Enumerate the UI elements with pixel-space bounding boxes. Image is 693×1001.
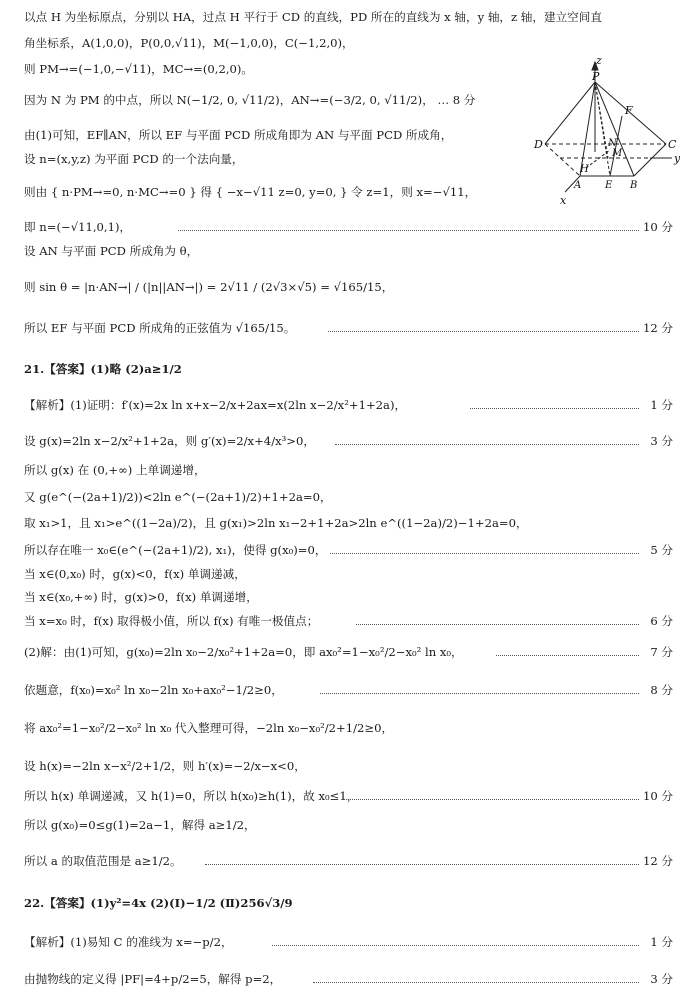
score-mark: 7 分 [650,645,673,659]
score-leader [356,624,639,625]
text-line: 由(1)可知，EF∥AN，所以 EF 与平面 PCD 所成角即为 AN 与平面 PCD 所成角， [24,128,453,142]
text-line: 22.【答案】(1)y²=4x (2)(Ⅰ)−1/2 (Ⅱ)256√3/9 [24,896,293,910]
score-leader [335,444,639,445]
text-line: 则 PM→=(−1,0,−√11)，MC→=(0,2,0)。 [24,62,254,76]
score-leader [342,799,639,800]
point-label-N: N [608,138,617,149]
text-line: 又 g(e^(−(2a+1)/2))<2ln e^(−(2a+1)/2)+1+2a=0， [24,490,332,504]
text-line: 所以 a 的取值范围是 a≥1/2。 [24,854,182,868]
text-line: 设 h(x)=−2ln x−x²/2+1/2，则 h′(x)=−2/x−x<0， [24,759,306,773]
score-mark: 1 分 [650,935,673,949]
text-line: 所以 g(x) 在 (0,+∞) 上单调递增， [24,463,206,477]
score-leader [496,655,639,656]
text-line: 由抛物线的定义得 |PF|=4+p/2=5，解得 p=2， [24,972,282,986]
text-line: 【解析】(1)易知 C 的准线为 x=−p/2， [24,935,233,949]
text-line: 21.【答案】(1)略 (2)a≥1/2 [24,362,182,376]
score-leader [205,864,639,865]
vertex-label-P: P [592,70,600,83]
text-line: 设 n=(x,y,z) 为平面 PCD 的一个法向量， [24,152,244,166]
score-mark: 1 分 [650,398,673,412]
text-line: 以点 H 为坐标原点，分别以 HA，过点 H 平行于 CD 的直线，PD 所在的直线为 x 轴，y 轴，z 轴，建立空间直 [24,10,602,24]
text-line: 角坐标系，A(1,0,0)，P(0,0,√11)，M(−1,0,0)，C(−1,2,0)， [24,36,354,50]
score-leader [313,982,639,983]
score-leader [328,331,639,332]
text-line: 【解析】(1)证明：f′(x)=2x ln x+x−2/x+2ax=x(2ln x−2/x²+1+2a)， [24,398,407,412]
text-line: 当 x∈(0,x₀) 时，g(x)<0，f(x) 单调递减， [24,567,246,581]
score-leader [178,230,639,231]
axis-label-x: x [560,194,567,207]
axis-label-z: z [596,54,602,67]
text-line: 依题意，f(x₀)=x₀² ln x₀−2ln x₀+ax₀²−1/2≥0， [24,683,283,697]
score-leader [470,408,639,409]
score-mark: 10 分 [642,220,673,234]
point-label-H: H [580,164,589,175]
text-line: 则由 { n·PM→=0, n·MC→=0 } 得 { −x−√11 z=0, y=0, } 令 z=1，则 x=−√11， [24,185,477,199]
score-mark: 10 分 [642,789,673,803]
score-mark: 6 分 [650,614,673,628]
point-label-E: E [605,180,613,191]
text-line: 所以存在唯一 x₀∈(e^(−(2a+1)/2), x₁)，使得 g(x₀)=0， [24,543,327,557]
vertex-label-D: D [534,138,543,151]
vertex-label-B: B [630,180,638,191]
score-mark: 12 分 [642,854,673,868]
text-line: 设 AN 与平面 PCD 所成角为 θ， [24,244,199,258]
vertex-label-A: A [574,180,582,191]
score-leader [320,693,639,694]
point-label-M: M [612,148,623,159]
text-line: (2)解：由(1)可知，g(x₀)=2ln x₀−2/x₀²+1+2a=0，即 ax₀²=1−x₀²/2−x₀² ln x₀， [24,645,463,659]
score-mark: 12 分 [642,321,673,335]
vertex-label-C: C [668,138,677,151]
text-line: 所以 EF 与平面 PCD 所成角的正弦值为 √165/15。 [24,321,296,335]
text-line: 所以 g(x₀)=0≤g(1)=2a−1，解得 a≥1/2， [24,818,256,832]
score-mark: 5 分 [650,543,673,557]
score-leader [272,945,639,946]
pyramid-figure [530,52,680,212]
text-line: 所以 h(x) 单调递减，又 h(1)=0，所以 h(x₀)≥h(1)，故 x₀≤1， [24,789,359,803]
score-mark: 3 分 [650,434,673,448]
text-line: 将 ax₀²=1−x₀²/2−x₀² ln x₀ 代入整理可得，−2ln x₀−x₀²/2+1/2≥0， [24,721,394,735]
text-line: 即 n=(−√11,0,1)， [24,220,132,234]
score-mark: 8 分 [650,683,673,697]
text-line: 则 sin θ = |n·AN→| / (|n||AN→|) = 2√11 / (2√3×√5) = √165/15， [24,280,394,294]
text-line: 设 g(x)=2ln x−2/x²+1+2a，则 g′(x)=2/x+4/x³>0， [24,434,315,448]
vertex-label-F: F [625,104,633,117]
text-line: 因为 N 为 PM 的中点，所以 N(−1/2, 0, √11/2)，AN→=(−3/2, 0, √11/2)， … 8 分 [24,93,476,107]
text-line: 取 x₁>1，且 x₁>e^((1−2a)/2)，且 g(x₁)>2ln x₁−2+1+2a>2ln e^((1−2a)/2)−1+2a=0， [24,516,528,530]
axis-label-y: y [674,152,680,165]
score-mark: 3 分 [650,972,673,986]
score-leader [330,553,639,554]
text-line: 当 x=x₀ 时，f(x) 取得极小值，所以 f(x) 有唯一极值点； [24,614,319,628]
text-line: 当 x∈(x₀,+∞) 时，g(x)>0，f(x) 单调递增， [24,590,258,604]
